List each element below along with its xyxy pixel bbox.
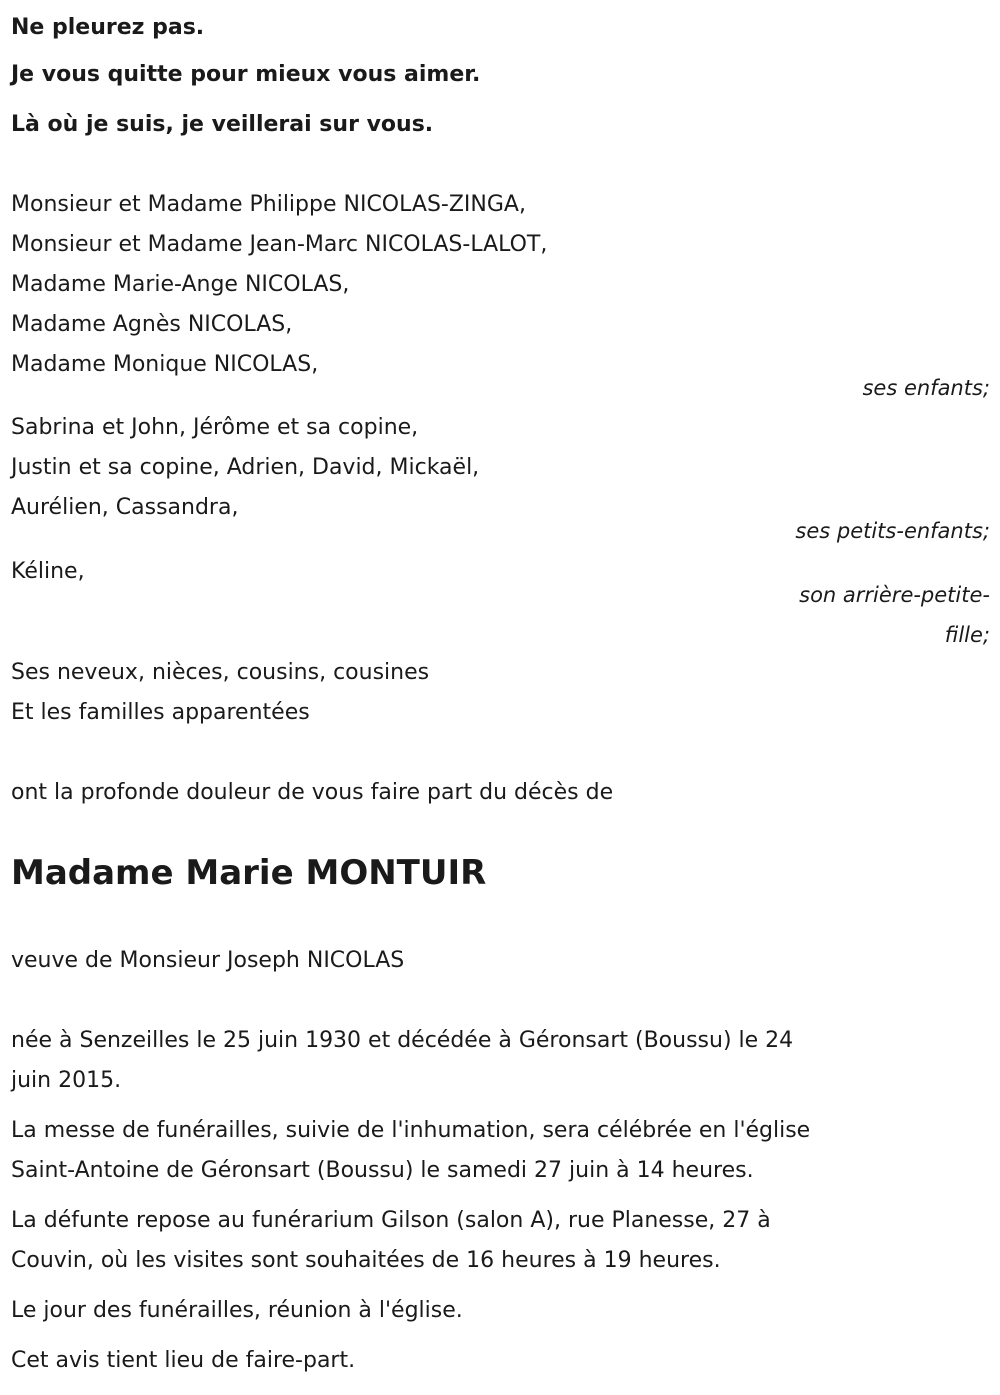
family-member: Kéline, (11, 559, 85, 584)
poem-line: Je vous quitte pour mieux vous aimer. (11, 62, 481, 87)
poem-line: Ne pleurez pas. (11, 15, 205, 40)
family-member: Aurélien, Cassandra, (11, 495, 239, 520)
detail-line: Le jour des funérailles, réunion à l'église. (11, 1298, 463, 1323)
detail-line: La messe de funérailles, suivie de l'inhumation, sera célébrée en l'église (11, 1118, 811, 1143)
detail-line: La défunte repose au funérarium Gilson (salon A), rue Planesse, 27 à (11, 1208, 771, 1233)
detail-line: Saint-Antoine de Géronsart (Boussu) le samedi 27 juin à 14 heures. (11, 1158, 754, 1183)
family-member: Monsieur et Madame Jean-Marc NICOLAS-LALOT, (11, 232, 548, 257)
widow-of: veuve de Monsieur Joseph NICOLAS (11, 948, 405, 973)
relation-label: ses enfants; (862, 376, 990, 400)
announcement: ont la profonde douleur de vous faire part du décès de (11, 780, 614, 805)
detail-line: née à Senzeilles le 25 juin 1930 et décédée à Géronsart (Boussu) le 24 (11, 1028, 794, 1053)
relation-label: ses petits-enfants; (795, 519, 990, 543)
deceased-name: Madame Marie MONTUIR (11, 853, 487, 893)
family-member: Justin et sa copine, Adrien, David, Mickaël, (11, 455, 480, 480)
family-member: Sabrina et John, Jérôme et sa copine, (11, 415, 419, 440)
detail-line: Couvin, où les visites sont souhaitées de 16 heures à 19 heures. (11, 1248, 721, 1273)
detail-line: juin 2015. (11, 1068, 122, 1093)
relatives-line: Ses neveux, nièces, cousins, cousines (11, 660, 430, 685)
detail-line: Cet avis tient lieu de faire-part. (11, 1348, 356, 1373)
family-member: Madame Agnès NICOLAS, (11, 312, 293, 337)
relation-label: fille; (944, 623, 990, 647)
family-member: Madame Marie-Ange NICOLAS, (11, 272, 350, 297)
family-member: Madame Monique NICOLAS, (11, 352, 319, 377)
poem-line: Là où je suis, je veillerai sur vous. (11, 112, 434, 137)
relation-label: son arrière-petite- (799, 583, 990, 607)
family-member: Monsieur et Madame Philippe NICOLAS-ZINGA, (11, 192, 526, 217)
relatives-line: Et les familles apparentées (11, 700, 310, 725)
